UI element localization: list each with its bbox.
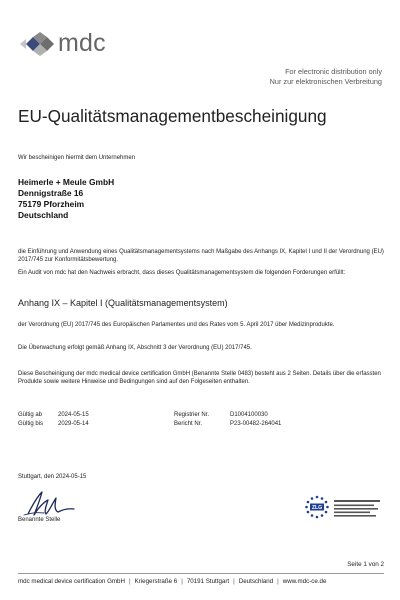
report-value: P23-00482-264041 <box>230 421 282 427</box>
page-number: Seite 1 von 2 <box>347 561 384 568</box>
signature-icon <box>22 488 78 518</box>
place-date: Stuttgart, den 2024-05-15 <box>18 474 87 480</box>
brand-name: mdc <box>58 29 106 57</box>
regulation-paragraph: der Verordnung (EU) 2017/745 des Europäischen Parlamentes und des Rates vom 5. April 2017 über Medizinprodukte. <box>18 322 335 328</box>
register-label: Registrier Nr. <box>174 412 210 418</box>
certificate-details-paragraph: Diese Bescheinigung der mdc medical device certification GmbH (Benannte Stelle 0483) besteht aus 2 Seiten. Details über die erfassten Produkte sowie weitere Hinweise und Bedingungen sind auf den Folgeseiten enthalten. <box>18 371 381 385</box>
notified-body-label: Benannte Stelle <box>18 517 61 523</box>
valid-until-value: 2029-05-14 <box>58 421 89 427</box>
company-name: Heimerle + Meule GmbH <box>18 177 115 187</box>
company-city: 75179 Pforzheim <box>18 198 85 209</box>
register-value: D1004100030 <box>230 412 268 418</box>
valid-from-value: 2024-05-15 <box>58 412 89 418</box>
document-title: EU-Qualitätsmanagementbescheinigung <box>18 106 327 126</box>
seal-text: ZLG <box>311 505 323 512</box>
valid-from-label: Gültig ab <box>18 412 43 418</box>
footer-website: www.mdc-ce.de <box>282 578 327 585</box>
zlg-accreditation-seal-icon <box>302 494 384 524</box>
scope-paragraph: die Einführung und Anwendung eines Qualitätsmanagementsystems nach Maßgabe des Anhangs IX, Kapitel I und II der Verordnung (EU) 2017/745 zur Konformitätsbewertung. <box>18 249 384 263</box>
footer-country: Deutschland <box>238 578 274 585</box>
notice-english: For electronic distribution only <box>285 67 382 76</box>
report-label: Bericht Nr. <box>174 421 203 427</box>
footer-street: Kriegerstraße 6 <box>134 578 178 585</box>
footer-divider <box>18 573 384 574</box>
footer: mdc medical device certification GmbH | Kriegerstraße 6 | 70191 Stuttgart | Deutschland | www.mdc-ce.de <box>18 578 327 585</box>
distribution-notice <box>270 67 382 86</box>
mdc-logo <box>20 29 160 60</box>
company-street: Dennigstraße 16 <box>18 187 84 198</box>
intro-text: Wir bescheinigen hiermit dem Unternehmen <box>18 155 136 161</box>
footer-company: mdc medical device certification GmbH <box>18 578 125 585</box>
surveillance-paragraph: Die Überwachung erfolgt gemäß Anhang IX, Abschnitt 3 der Verordnung (EU) 2017/745. <box>18 345 252 351</box>
audit-paragraph: Ein Audit von mdc hat den Nachweis erbracht, dass dieses Qualitätsmanagementsystem die folgenden Forderungen erfüllt: <box>18 270 346 276</box>
footer-city: 70191 Stuttgart <box>186 578 230 585</box>
valid-until-label: Gültig bis <box>18 421 44 427</box>
company-country: Deutschland <box>18 209 69 220</box>
annex-heading: Anhang IX – Kapitel I (Qualitätsmanagementsystem) <box>18 298 228 308</box>
notice-german: Nur zur elektronischen Verbreitung <box>269 76 382 86</box>
company-address <box>18 177 114 221</box>
mdc-diamond-logo-icon <box>20 32 54 56</box>
